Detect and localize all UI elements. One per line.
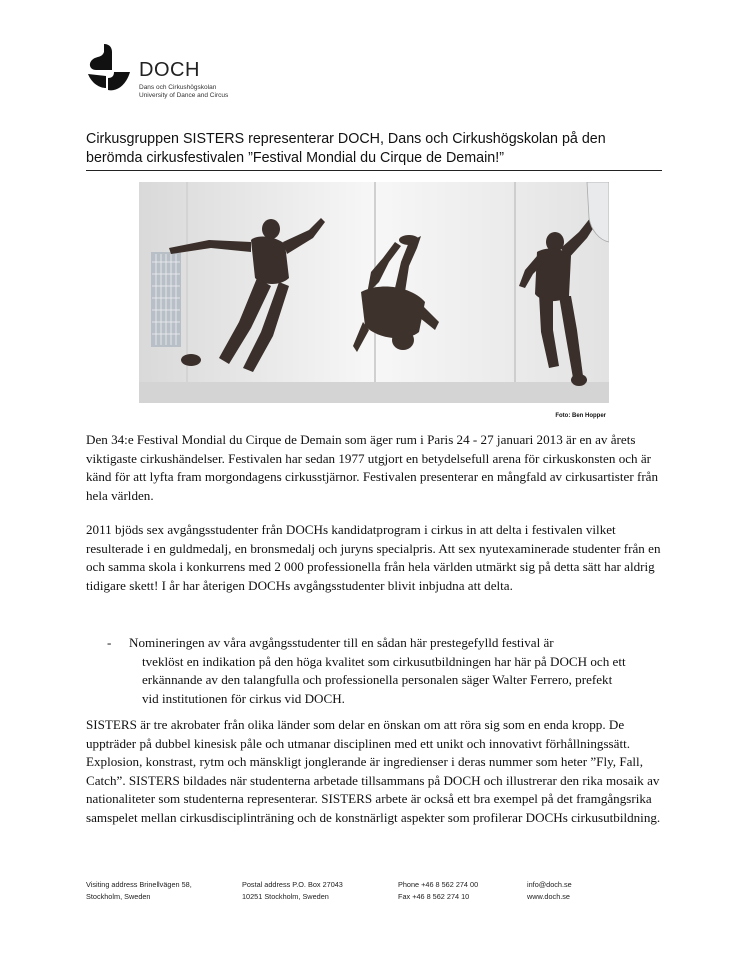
paragraph-2011-results: 2011 bjöds sex avgångsstudenter från DOCHs kandidatprogram i cirkus in att delta i festivalen vilket resulterade i en guldmedalj, en bronsmedalj och juryns specialpris. Att sex nyutexaminerade studenter från en och samma skola i konkurrens med 2 000 professionella från hela världen utmärkt sig på detta sätt har aldrig tidigare skett! I år har återigen DOCHs avgångsstudenter blivit inbjudna att delta. [86,522,661,593]
logo-subtitle-english: University of Dance and Circus [139,92,229,99]
footer-website[interactable]: www.doch.se [527,892,570,901]
footer-phone: Phone +46 8 562 274 00 [398,880,479,889]
quote-text [129,634,629,708]
footer-email[interactable]: info@doch.se [527,880,572,889]
acrobats-photo [139,182,609,403]
footer-postal-address [242,879,343,903]
acrobats-illustration [139,182,609,403]
logo-name: DOCH [139,59,200,81]
quote-dash: - [107,635,112,650]
quote-first-line: Nomineringen av våra avgångsstudenter till en sådan här prestegefylld festival är [129,635,554,650]
footer-visiting-line2: Stockholm, Sweden [86,892,151,901]
paragraph-festival-intro: Den 34:e Festival Mondial du Cirque de Demain som äger rum i Paris 24 - 27 januari 2013 är en av årets viktigaste cirkushändelser. Festivalen har sedan 1977 utgjort en betydelsefull arena för cirkuskonsten och är känd för att lyfta fram morgondagens cirkusstjärnor. Festivalen presenterar en mångfald av cirkusartister från hela världen. [86,432,659,503]
footer-fax: Fax +46 8 562 274 10 [398,892,470,901]
footer-postal-line2: 10251 Stockholm, Sweden [242,892,329,901]
footer-contact [527,879,572,903]
footer-visiting-line1: Visiting address Brinellvägen 58, [86,880,192,889]
logo-subtitle [139,84,228,100]
footer-postal-line1: Postal address P.O. Box 27043 [242,880,343,889]
paragraph-sisters: SISTERS är tre akrobater från olika länder som delar en önskan om att röra sig som en enda kropp. De uppträder på dubbel kinesisk påle och utmanar disciplinen med ett unikt och innovativt förhållningssätt. Explosion, konstrast, rytm och mänskligt jonglerande är ingredienser i deras nummer som heter ”Fly, Fall, Catch”. SISTERS bildades när studenterna arbetade tillsammans på DOCH och illustrerar den rika mosaik av nationaliteter som studenterna representerar. SISTERS arbete är också ett bra exempel på det framgångsrika samspelet mellan cirkusdisciplinträning och de konstnärligt aspekter som profilerar DOCHs cirkusutbildning. [86,717,661,825]
doch-logo-mark-icon [86,42,134,94]
photo-credit: Foto: Ben Hopper [555,413,606,419]
quote-continuation: tveklöst en indikation på den höga kvalitet som cirkusutbildningen har här på DOCH och ett erkännande av den talangfulla och professionella personalen säger Walter Ferrero, prefekt vid institutionen för cirkus vid DOCH. [142,653,626,706]
logo-subtitle-swedish: Dans och Cirkushögskolan [139,84,217,91]
headline-divider [86,170,662,171]
footer-phone-fax [398,879,478,903]
footer-visiting-address [86,879,192,903]
doch-logo [86,42,266,106]
page-headline: Cirkusgruppen SISTERS representerar DOCH, Dans och Cirkushögskolan på den berömda cirkusfestivalen ”Festival Mondial du Cirque de Demain!” [86,131,606,166]
